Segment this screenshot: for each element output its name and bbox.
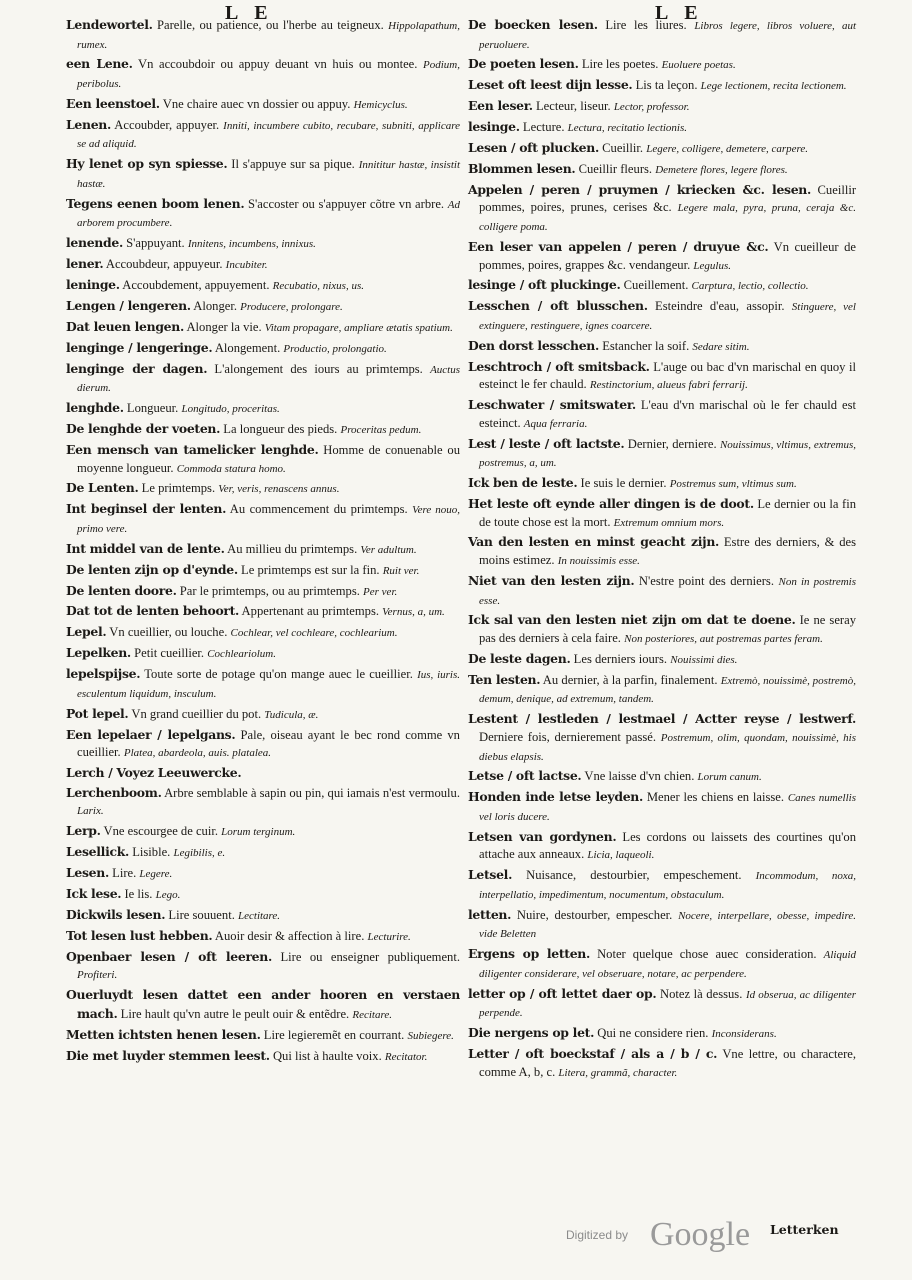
dictionary-entry	[468, 297, 856, 335]
dictionary-entry	[66, 561, 460, 581]
dictionary-entry	[468, 358, 856, 395]
entry-french-gloss: Accoubder, appuyer.	[114, 117, 220, 132]
entry-latin-gloss: Lorum canum.	[697, 771, 762, 784]
entry-headword: lesinge.	[468, 119, 520, 135]
dictionary-entry	[66, 906, 460, 926]
entry-french-gloss: Alongement.	[214, 340, 281, 355]
entry-headword: Ouerluydt lesen dattet een ander hooren en verstaen mach.	[66, 987, 460, 1021]
entry-headword: De lenten doore.	[66, 582, 177, 598]
dictionary-entry	[66, 986, 460, 1024]
dictionary-entry	[66, 95, 460, 115]
entry-headword: De poeten lesen.	[468, 56, 579, 72]
watermark-prefix: Digitized by	[566, 1228, 629, 1242]
dictionary-entry	[66, 1026, 460, 1046]
entry-french-gloss: L'auge ou bac d'vn marischal en quoy il esteinct le fer chauld.	[479, 359, 856, 392]
entry-headword: Het leste oft eynde aller dingen is de doot.	[468, 496, 754, 511]
entry-latin-gloss: Canes numellis vel loris ducere.	[479, 792, 856, 823]
entry-french-gloss: Cueillir fleurs.	[578, 161, 653, 176]
entry-latin-gloss: Lege lectionem, recita lectionem.	[700, 80, 847, 93]
entry-latin-gloss: Innititur hastæ, insistit hastæ.	[77, 159, 460, 190]
dictionary-entry	[66, 479, 460, 499]
entry-headword: De lenten zijn op d'eynde.	[66, 561, 238, 577]
entry-latin-gloss: Podium, peribolus.	[77, 59, 460, 91]
entry-latin-gloss: Lector, professor.	[613, 101, 690, 114]
dictionary-entry	[468, 238, 856, 275]
entry-french-gloss: Noter quelque chose auec consideration.	[597, 947, 817, 962]
entry-french-gloss: Parelle, ou patience, ou l'herbe au teigneux.	[157, 18, 384, 32]
entry-latin-gloss: Litera, grammã, character.	[558, 1066, 678, 1079]
dictionary-entry	[468, 1024, 856, 1044]
entry-headword: Tegens eenen boom lenen.	[66, 195, 245, 211]
dictionary-entry	[468, 160, 856, 180]
dictionary-entry	[468, 572, 856, 610]
entry-headword: Letsen van gordynen.	[468, 828, 617, 844]
entry-latin-gloss: Innitens, incumbens, innixus.	[187, 238, 316, 251]
dictionary-entry	[468, 337, 856, 357]
entry-headword: lenginge / lengeringe.	[66, 339, 213, 355]
dictionary-entry	[66, 297, 460, 317]
dictionary-entry	[66, 843, 460, 863]
entry-french-gloss: Vne laisse d'vn chien.	[584, 769, 695, 784]
entry-headword: Lengen / lengeren.	[66, 297, 191, 313]
entry-headword: Ten lesten.	[468, 671, 541, 687]
entry-headword: Niet van den lesten zijn.	[468, 572, 635, 588]
entry-latin-gloss: Producere, prolongare.	[240, 300, 343, 313]
entry-headword: Lerch / Voyez Leeuwercke.	[66, 764, 242, 780]
entry-french-gloss: Vn accoubdoir ou appuy deuant vn huis ou montee.	[138, 57, 418, 72]
entry-latin-gloss: Libros legere, libros voluere, aut peruoluere.	[479, 20, 857, 51]
entry-french-gloss: Lire legieremẽt en courrant.	[263, 1027, 405, 1042]
entry-headword: lenghde.	[66, 400, 124, 416]
entry-french-gloss: Ie suis le dernier.	[580, 476, 667, 491]
left-column	[66, 16, 460, 1067]
dictionary-entry	[66, 55, 460, 93]
entry-latin-gloss: Postremum, olim, quondam, nouissimè, his diebus elapsis.	[479, 731, 856, 763]
entry-french-gloss: Vne chaire auec vn dossier ou appuy.	[162, 96, 351, 111]
entry-latin-gloss: Ius, iuris. esculentum liquidum, insculum.	[77, 669, 461, 700]
entry-french-gloss: Lecture.	[522, 120, 565, 135]
dictionary-entry	[468, 76, 856, 96]
entry-french-gloss: L'alongement des iours au primtemps.	[214, 361, 423, 376]
entry-french-gloss: Alonger la vie.	[186, 319, 262, 334]
entry-headword: Die nergens op let.	[468, 1025, 595, 1041]
entry-french-gloss: Vn cueilleur de pommes, poires, grappes &c. vendangeur.	[479, 239, 856, 272]
entry-french-gloss: Homme de conuenable ou moyenne longueur.	[77, 442, 460, 475]
entry-headword: De boecken lesen.	[468, 17, 598, 32]
dictionary-entry	[66, 500, 460, 538]
entry-headword: Den dorst lesschen.	[468, 337, 600, 353]
entry-latin-gloss: Recitare.	[352, 1008, 392, 1021]
dictionary-entry	[66, 420, 460, 440]
entry-french-gloss: Petit cueillier.	[134, 646, 205, 661]
entry-latin-gloss: Aliquid diligenter considerare, vel obseruare, notare, ac perpendere.	[479, 949, 857, 980]
entry-french-gloss: Au commencement du primtemps.	[229, 502, 408, 517]
dictionary-entry	[66, 864, 460, 884]
dictionary-entry	[468, 906, 856, 944]
entry-french-gloss: Longueur.	[126, 401, 179, 416]
entry-headword: Een lepelaer / lepelgans.	[66, 726, 236, 742]
entry-french-gloss: Lis ta leçon.	[635, 78, 698, 93]
dictionary-entry	[66, 360, 460, 398]
dictionary-entry	[66, 441, 460, 478]
entry-latin-gloss: Profiteri.	[77, 969, 118, 982]
entry-headword: Lepelken.	[66, 645, 131, 661]
entry-headword: Tot lesen lust hebben.	[66, 927, 213, 943]
dictionary-entry	[468, 945, 856, 983]
dictionary-entry	[66, 540, 460, 560]
entry-french-gloss: Estre des derniers, & des moins estimez.	[479, 535, 856, 568]
dictionary-entry	[468, 788, 856, 826]
entry-latin-gloss: Legulus.	[693, 259, 731, 272]
entry-latin-gloss: Recitator.	[384, 1050, 428, 1063]
entry-latin-gloss: Vere nouo, primo vere.	[77, 504, 460, 535]
entry-french-gloss: Estancher la soif.	[602, 338, 690, 353]
entry-latin-gloss: Cochlear, vel cochleare, cochlearium.	[230, 627, 398, 640]
dictionary-entry	[66, 582, 460, 602]
dictionary-entry	[468, 533, 856, 570]
entry-headword: Lesen.	[66, 865, 109, 881]
dictionary-entry	[468, 1045, 856, 1082]
entry-latin-gloss: Euoluere poetas.	[661, 59, 736, 72]
entry-headword: Appelen / peren / pruymen / kriecken &c. lesen.	[468, 181, 812, 197]
dictionary-entry	[468, 181, 856, 237]
entry-french-gloss: Cueillir pommes, poires, prunes, cerises &c.	[479, 182, 857, 215]
entry-headword: Lesen / oft plucken.	[468, 140, 599, 156]
entry-headword: Lest / leste / oft lactste.	[468, 435, 625, 451]
dictionary-entry	[468, 396, 856, 433]
dictionary-entry	[468, 55, 856, 75]
entry-headword: Ick lese.	[66, 886, 122, 902]
entry-french-gloss: Vne lettre, ou charactere, comme A, b, c.	[479, 1047, 857, 1079]
entry-latin-gloss: Recubatio, nixus, us.	[272, 280, 364, 293]
entry-french-gloss: L'eau d'vn marischal où le fer chauld est esteinct.	[479, 398, 857, 430]
dictionary-entry	[66, 276, 460, 296]
entry-latin-gloss: Sedare sitim.	[692, 340, 750, 353]
entry-latin-gloss: Aqua ferraria.	[523, 417, 588, 430]
entry-french-gloss: Appertenant au primtemps.	[241, 604, 379, 619]
entry-headword: Pot lepel.	[66, 705, 129, 721]
dictionary-entry	[468, 97, 856, 117]
catchword: Letterken	[770, 1222, 839, 1237]
entry-latin-gloss: Legere mala, pyra, pruna, ceraja &c. colligere poma.	[479, 202, 856, 234]
entry-headword: Lestent / lestleden / lestmael / Actter reyse / lestwerf.	[468, 711, 856, 727]
entry-french-gloss: Lire souuent.	[168, 907, 235, 922]
dictionary-entry	[468, 671, 856, 709]
entry-latin-gloss: Id obserua, ac diligenter perpende.	[479, 988, 856, 1020]
entry-headword: De Lenten.	[66, 480, 139, 496]
entry-headword: een Lene.	[66, 56, 133, 72]
dictionary-entry	[66, 116, 460, 154]
entry-latin-gloss: Extremò, nouissimè, postremò, demum, denique, ad extremum, tandem.	[479, 674, 856, 706]
dictionary-entry	[66, 948, 460, 985]
entry-latin-gloss: Non posteriores, aut postremas partes feram.	[624, 633, 823, 646]
dictionary-entry	[66, 399, 460, 419]
entry-latin-gloss: Auctus dierum.	[77, 363, 461, 395]
entry-headword: De lenghde der voeten.	[66, 421, 221, 437]
entry-french-gloss: Qui list à haulte voix.	[272, 1048, 382, 1063]
running-head-left: L E	[225, 2, 274, 24]
entry-latin-gloss: Ruit ver.	[382, 564, 420, 577]
entry-headword: Leschwater / smitswater.	[468, 397, 636, 413]
dictionary-entry	[66, 665, 460, 703]
dictionary-entry	[468, 276, 856, 296]
entry-headword: Een mensch van tamelicker lenghde.	[66, 441, 319, 457]
entry-latin-gloss: Vitam propagare, ampliare ætatis spatium.	[264, 321, 453, 334]
entry-french-gloss: Alonger.	[193, 298, 237, 313]
entry-latin-gloss: Restinctorium, alueus fabri ferrarij.	[589, 379, 748, 392]
dictionary-entry	[66, 822, 460, 842]
entry-french-gloss: Vn cueillier, ou louche.	[109, 625, 228, 640]
entry-french-gloss: Dernier, derniere.	[627, 436, 717, 451]
entry-latin-gloss: Ad arborem procumbere.	[77, 198, 460, 230]
entry-latin-gloss: Legibilis, e.	[173, 847, 226, 860]
entry-french-gloss: S'appuyant.	[126, 236, 185, 251]
entry-french-gloss: S'accoster ou s'appuyer cõtre vn arbre.	[248, 196, 445, 211]
entry-headword: Lerp.	[66, 823, 101, 839]
entry-latin-gloss: Nocere, interpellare, obesse, impedire. vide Beletten	[479, 909, 856, 941]
entry-headword: Een leser.	[468, 98, 533, 114]
entry-headword: Ick sal van den lesten niet zijn om dat te doene.	[468, 612, 796, 628]
entry-latin-gloss: Cochleariolum.	[207, 648, 276, 661]
entry-latin-gloss: Platea, abardeola, auis. platalea.	[123, 747, 272, 760]
entry-headword: Leset oft leest dijn lesse.	[468, 77, 633, 93]
entry-headword: Dat leuen lengen.	[66, 318, 184, 334]
dictionary-entry	[468, 985, 856, 1023]
entry-french-gloss: Au millieu du primtemps.	[227, 541, 358, 556]
entry-french-gloss: Esteindre d'eau, assopir.	[655, 299, 785, 314]
entry-french-gloss: Accoubdeur, appuyeur.	[105, 257, 223, 272]
entry-headword: Lendewortel.	[66, 17, 153, 32]
dictionary-entry	[66, 705, 460, 725]
entry-latin-gloss: Lego.	[155, 889, 181, 902]
entry-french-gloss: La longueur des pieds.	[223, 422, 338, 437]
entry-latin-gloss: Lecturire.	[367, 930, 411, 943]
entry-french-gloss: Les derniers iours.	[573, 651, 668, 666]
entry-headword: Letter / oft boeckstaf / als a / b / c.	[468, 1046, 718, 1062]
entry-headword: Lenen.	[66, 116, 112, 132]
dictionary-entry	[66, 644, 460, 664]
entry-french-gloss: Lecteur, liseur.	[535, 99, 611, 114]
dictionary-entry	[468, 139, 856, 159]
entry-french-gloss: Vn grand cueillier du pot.	[131, 706, 262, 721]
dictionary-entry	[66, 927, 460, 947]
entry-headword: Int middel van de lente.	[66, 540, 225, 556]
dictionary-entry	[66, 885, 460, 905]
entry-french-gloss: Accoubdement, appuyement.	[122, 278, 270, 293]
running-head-right: L E	[655, 2, 704, 24]
entry-headword: Blommen lesen.	[468, 160, 576, 176]
entry-headword: lenende.	[66, 235, 123, 251]
dictionary-entry	[66, 339, 460, 359]
entry-french-gloss: Lire ou enseigner publiquement.	[280, 949, 461, 964]
entry-headword: letten.	[468, 906, 512, 922]
entry-french-gloss: Lire hault qu'vn autre le peult ouir & entẽdre.	[120, 1006, 350, 1021]
entry-latin-gloss: Postremus sum, vltimus sum.	[669, 478, 797, 491]
entry-latin-gloss: Ver adultum.	[360, 543, 417, 556]
entry-headword: Ergens op letten.	[468, 946, 591, 962]
entry-french-gloss: Mener les chiens en laisse.	[646, 790, 785, 805]
entry-headword: Dickwils lesen.	[66, 906, 166, 922]
entry-latin-gloss: Hemicyclus.	[353, 98, 408, 111]
dictionary-entry	[66, 16, 460, 54]
dictionary-entry	[66, 784, 460, 821]
entry-headword: Lepel.	[66, 624, 107, 640]
dictionary-entry	[66, 234, 460, 254]
dictionary-entry	[66, 623, 460, 643]
entry-french-gloss: Lire.	[112, 866, 137, 881]
entry-headword: lesinge / oft pluckinge.	[468, 277, 621, 293]
entry-latin-gloss: Legere, colligere, demetere, carpere.	[646, 143, 808, 156]
dictionary-entry	[468, 435, 856, 473]
entry-headword: Van den lesten en minst geacht zijn.	[468, 534, 720, 550]
entry-headword: Lesschen / oft blusschen.	[468, 298, 648, 314]
entry-french-gloss: Ie lis.	[124, 887, 153, 902]
entry-latin-gloss: Tudicula, æ.	[264, 708, 319, 721]
entry-latin-gloss: Legere.	[139, 868, 173, 881]
entry-latin-gloss: Inniti, incumbere cubito, recubare, subniti, applicare se ad aliquid.	[77, 119, 460, 151]
entry-french-gloss: Pale, oiseau ayant le bec rond comme vn cueillier.	[77, 727, 460, 760]
entry-latin-gloss: Larix.	[77, 805, 104, 818]
entry-latin-gloss: Carptura, lectio, collectio.	[691, 280, 809, 293]
entry-headword: Lesellick.	[66, 844, 130, 860]
entry-headword: Openbaer lesen / oft leeren.	[66, 948, 272, 964]
dictionary-entry	[66, 1047, 460, 1067]
dictionary-entry	[66, 726, 460, 763]
entry-latin-gloss: Vernus, a, um.	[382, 606, 445, 619]
entry-headword: Dat tot de lenten behoort.	[66, 603, 240, 619]
entry-latin-gloss: Hippolapathum, rumex.	[77, 20, 460, 51]
entry-latin-gloss: In nouissimis esse.	[557, 555, 640, 568]
entry-latin-gloss: Incubiter.	[225, 259, 268, 272]
entry-headword: Die met luyder stemmen leest.	[66, 1047, 270, 1063]
entry-french-gloss: Vne escourgee de cuir.	[103, 824, 218, 839]
entry-latin-gloss: Inconsiderans.	[711, 1028, 777, 1041]
entry-french-gloss: Le dernier ou la fin de toute chose est la mort.	[479, 497, 856, 529]
entry-latin-gloss: Lectitare.	[238, 909, 281, 922]
right-column	[468, 16, 856, 1084]
entry-headword: leninge.	[66, 277, 120, 293]
dictionary-entry	[468, 828, 856, 865]
dictionary-entry	[468, 118, 856, 138]
entry-latin-gloss: Proceritas pedum.	[340, 424, 422, 437]
entry-french-gloss: Derniere fois, dernierement passé.	[479, 729, 657, 744]
entry-headword: Lerchenboom.	[66, 784, 162, 800]
dictionary-entry	[468, 866, 856, 904]
entry-latin-gloss: Subiegere.	[407, 1029, 454, 1042]
entry-headword: De leste dagen.	[468, 650, 571, 666]
entry-headword: Letsel.	[468, 867, 513, 883]
entry-french-gloss: Auoir desir & affection à lire.	[214, 928, 365, 943]
entry-french-gloss: Lisible.	[132, 845, 171, 860]
entry-french-gloss: Nuire, destourber, empescher.	[516, 907, 673, 922]
entry-french-gloss: Au dernier, à la parfin, finalement.	[542, 672, 718, 687]
dictionary-entry	[468, 495, 856, 532]
entry-latin-gloss: Incommodum, noxa, interpellatio, impedimentum, nocumentum, obstaculum.	[479, 870, 856, 901]
entry-french-gloss: Notez là dessus.	[659, 986, 743, 1001]
entry-latin-gloss: Per ver.	[363, 585, 398, 598]
entry-headword: Hy lenet op syn spiesse.	[66, 156, 228, 172]
entry-headword: Honden inde letse leyden.	[468, 789, 644, 805]
entry-headword: Leschtroch / oft smitsback.	[468, 358, 650, 374]
dictionary-entry	[468, 650, 856, 670]
dictionary-entry	[468, 611, 856, 648]
entry-french-gloss: Toute sorte de potage qu'on mange auec le cueillier.	[144, 667, 413, 682]
entry-latin-gloss: Nouissimus, vltimus, extremus, postremus, a, um.	[479, 438, 856, 470]
dictionary-entry	[66, 155, 460, 193]
entry-latin-gloss: Licia, laqueoli.	[587, 849, 655, 862]
entry-latin-gloss: Demetere flores, legere flores.	[655, 163, 788, 176]
entry-french-gloss: Il s'appuye sur sa pique.	[231, 157, 355, 172]
entry-french-gloss: Ie ne seray pas des derniers à cela faire.	[479, 613, 856, 646]
dictionary-entry	[66, 195, 460, 233]
dictionary-entry	[66, 764, 460, 783]
entry-french-gloss: N'estre point des derniers.	[638, 573, 774, 588]
entry-french-gloss: Arbre semblable à sapin ou pin, qui iamais n'est vermoulu.	[164, 785, 460, 800]
entry-french-gloss: Lire les liures.	[605, 18, 687, 32]
dictionary-entry	[468, 16, 856, 54]
entry-headword: Metten ichtsten henen lesen.	[66, 1026, 261, 1042]
dictionary-entry	[66, 602, 460, 622]
entry-french-gloss: Cueillir.	[602, 141, 644, 156]
entry-headword: Int beginsel der lenten.	[66, 501, 227, 517]
entry-french-gloss: Par le primtemps, ou au primtemps.	[179, 583, 360, 598]
google-watermark: Google	[650, 1216, 751, 1253]
dictionary-entry	[66, 318, 460, 338]
entry-headword: lener.	[66, 256, 104, 272]
entry-headword: Ick ben de leste.	[468, 475, 578, 491]
dictionary-entry	[468, 710, 856, 766]
entry-headword: lepelspijse.	[66, 666, 141, 682]
entry-french-gloss: Les cordons ou laissets des courtines qu'on attache aux anneaux.	[479, 829, 856, 862]
entry-french-gloss: Lire les poetes.	[581, 57, 659, 72]
entry-latin-gloss: Lectura, recitatio lectionis.	[567, 122, 688, 135]
entry-french-gloss: Nuisance, destourbier, empeschement.	[526, 868, 742, 883]
entry-latin-gloss: Nouissimi dies.	[670, 653, 738, 666]
entry-latin-gloss: Lorum terginum.	[221, 826, 296, 839]
entry-french-gloss: Cueillement.	[623, 278, 689, 293]
entry-latin-gloss: Non in postremis esse.	[479, 575, 856, 607]
entry-latin-gloss: Productio, prolongatio.	[283, 342, 387, 355]
entry-latin-gloss: Ver, veris, renascens annus.	[218, 483, 340, 496]
entry-headword: Een leenstoel.	[66, 95, 160, 111]
entry-french-gloss: Le primtemps.	[141, 481, 216, 496]
dictionary-entry	[66, 255, 460, 275]
entry-latin-gloss: Commoda statura homo.	[176, 462, 286, 475]
entry-french-gloss: Le primtemps est sur la fin.	[241, 562, 380, 577]
entry-latin-gloss: Extremum omnium mors.	[613, 516, 725, 529]
entry-headword: Letse / oft lactse.	[468, 768, 582, 784]
entry-latin-gloss: Stinguere, vel extinguere, restinguere, ignes coarcere.	[479, 301, 856, 332]
entry-french-gloss: Qui ne considere rien.	[597, 1026, 709, 1041]
entry-headword: Een leser van appelen / peren / druyue &c.	[468, 238, 769, 254]
entry-latin-gloss: Longitudo, proceritas.	[181, 403, 280, 416]
dictionary-entry	[468, 474, 856, 494]
entry-headword: letter op / oft lettet daer op.	[468, 985, 657, 1001]
dictionary-entry	[468, 767, 856, 787]
entry-headword: lenginge der dagen.	[66, 360, 208, 376]
